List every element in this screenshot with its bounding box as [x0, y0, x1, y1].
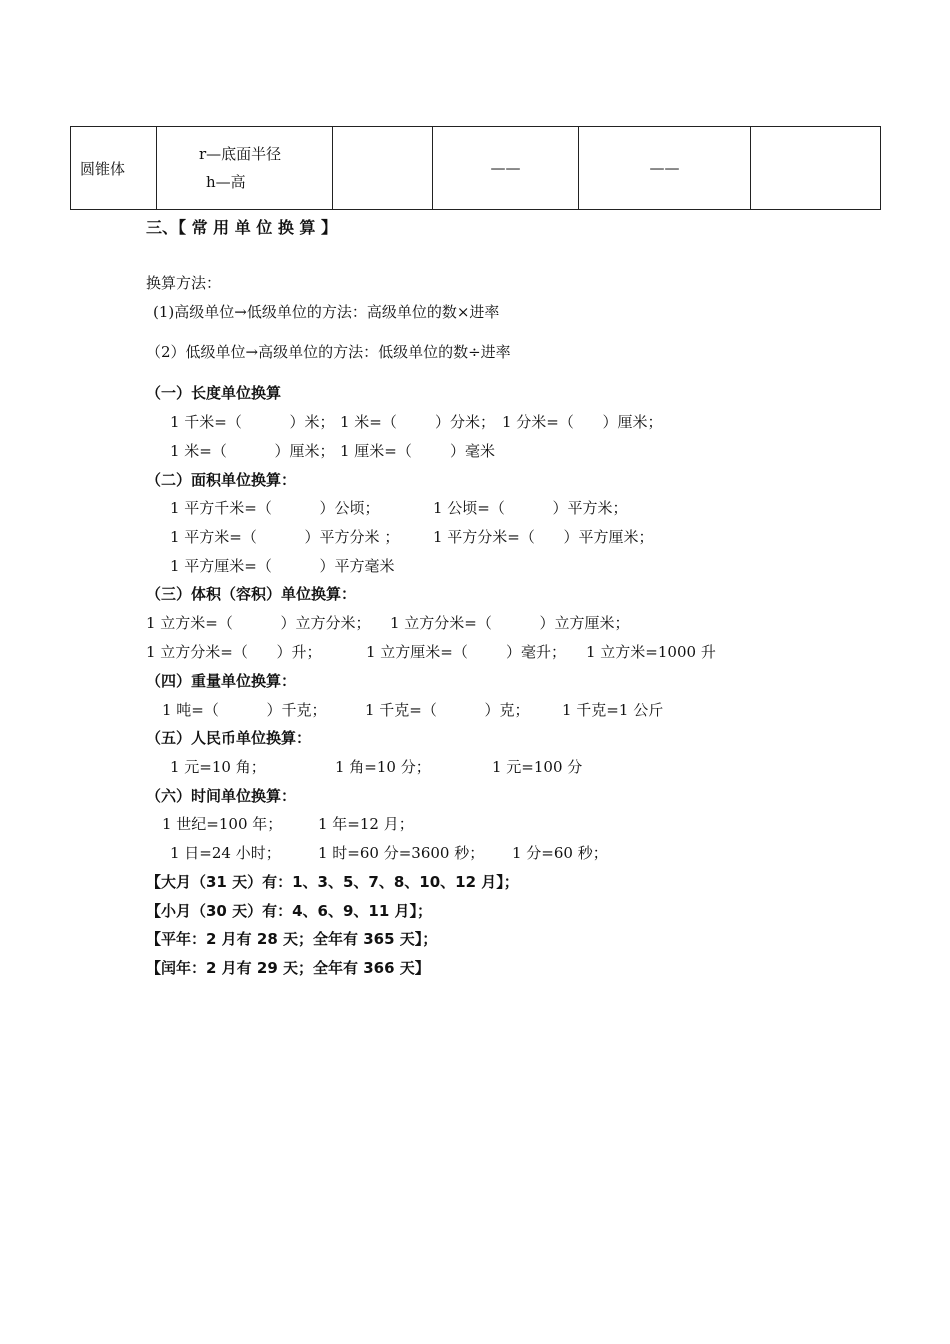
- length-item: 1 米=（ ）分米；: [340, 413, 496, 431]
- table-cell: [333, 127, 433, 210]
- weight-item: 1 吨=（ ）千克；: [162, 701, 327, 719]
- note-common-year: 【平年：2 月有 28 天；全年有 365 天】；: [146, 930, 438, 948]
- money-item: 1 元=100 分: [492, 758, 583, 776]
- formula-table: [70, 126, 881, 210]
- time-item: 1 日=24 小时；: [170, 844, 281, 862]
- volume-item: 1 立方米=1000 升: [586, 643, 716, 661]
- table-cell-dash: ——: [579, 127, 751, 210]
- money-item: 1 元=10 角；: [170, 758, 266, 776]
- money-heading: （五）人民币单位换算：: [146, 729, 312, 747]
- area-item: 1 平方厘米=（ ）平方毫米: [170, 557, 395, 575]
- table-row: [71, 127, 881, 210]
- money-item: 1 角=10 分；: [335, 758, 431, 776]
- volume-item: 1 立方分米=（ ）升；: [146, 643, 322, 661]
- variable-radius: r—底面半径: [199, 145, 282, 163]
- length-item: 1 千米=（ ）米；: [170, 413, 335, 431]
- time-item: 1 年=12 月；: [318, 815, 414, 833]
- variables-cell: [157, 127, 333, 210]
- area-item: 1 公顷=（ ）平方米；: [433, 499, 628, 517]
- length-heading: （一）长度单位换算: [146, 384, 282, 402]
- method-line-2: （2）低级单位→高级单位的方法：低级单位的数÷进率: [146, 343, 511, 361]
- table-cell-dash: ——: [433, 127, 579, 210]
- area-item: 1 平方米=（ ）平方分米 ；: [170, 528, 400, 546]
- volume-item: 1 立方厘米=（ ）毫升；: [366, 643, 567, 661]
- weight-heading: （四）重量单位换算：: [146, 672, 297, 690]
- shape-name-cell: [71, 127, 157, 210]
- section-heading: 三、【 常 用 单 位 换 算 】: [146, 218, 337, 237]
- time-item: 1 分=60 秒；: [512, 844, 608, 862]
- weight-item: 1 千克=1 公斤: [562, 701, 664, 719]
- length-item: 1 厘米=（ ）毫米: [340, 442, 496, 460]
- length-item: 1 米=（ ）厘米；: [170, 442, 335, 460]
- note-big-months: 【大月（31 天）有：1、3、5、7、8、10、12 月】；: [146, 873, 519, 891]
- length-item: 1 分米=（ ）厘米；: [502, 413, 663, 431]
- shape-name: 圆锥体: [80, 159, 126, 178]
- note-leap-year: 【闰年：2 月有 29 天；全年有 366 天】: [146, 959, 430, 977]
- area-item: 1 平方分米=（ ）平方厘米；: [433, 528, 654, 546]
- weight-item: 1 千克=（ ）克；: [365, 701, 530, 719]
- time-heading: （六）时间单位换算：: [146, 787, 297, 805]
- method-line-1: (1)高级单位→低级单位的方法：高级单位的数×进率: [153, 303, 500, 321]
- area-heading: （二）面积单位换算：: [146, 471, 297, 489]
- note-small-months: 【小月（30 天）有：4、6、9、11 月】；: [146, 902, 433, 920]
- time-item: 1 世纪=100 年；: [162, 815, 283, 833]
- volume-item: 1 立方分米=（ ）立方厘米；: [390, 614, 630, 632]
- table-cell: [751, 127, 881, 210]
- volume-item: 1 立方米=（ ）立方分米；: [146, 614, 371, 632]
- area-item: 1 平方千米=（ ）公顷；: [170, 499, 380, 517]
- volume-heading: （三）体积（容积）单位换算：: [146, 585, 357, 603]
- method-title: 换算方法：: [146, 274, 222, 292]
- variable-height: h—高: [206, 173, 246, 191]
- time-item: 1 时=60 分=3600 秒；: [318, 844, 485, 862]
